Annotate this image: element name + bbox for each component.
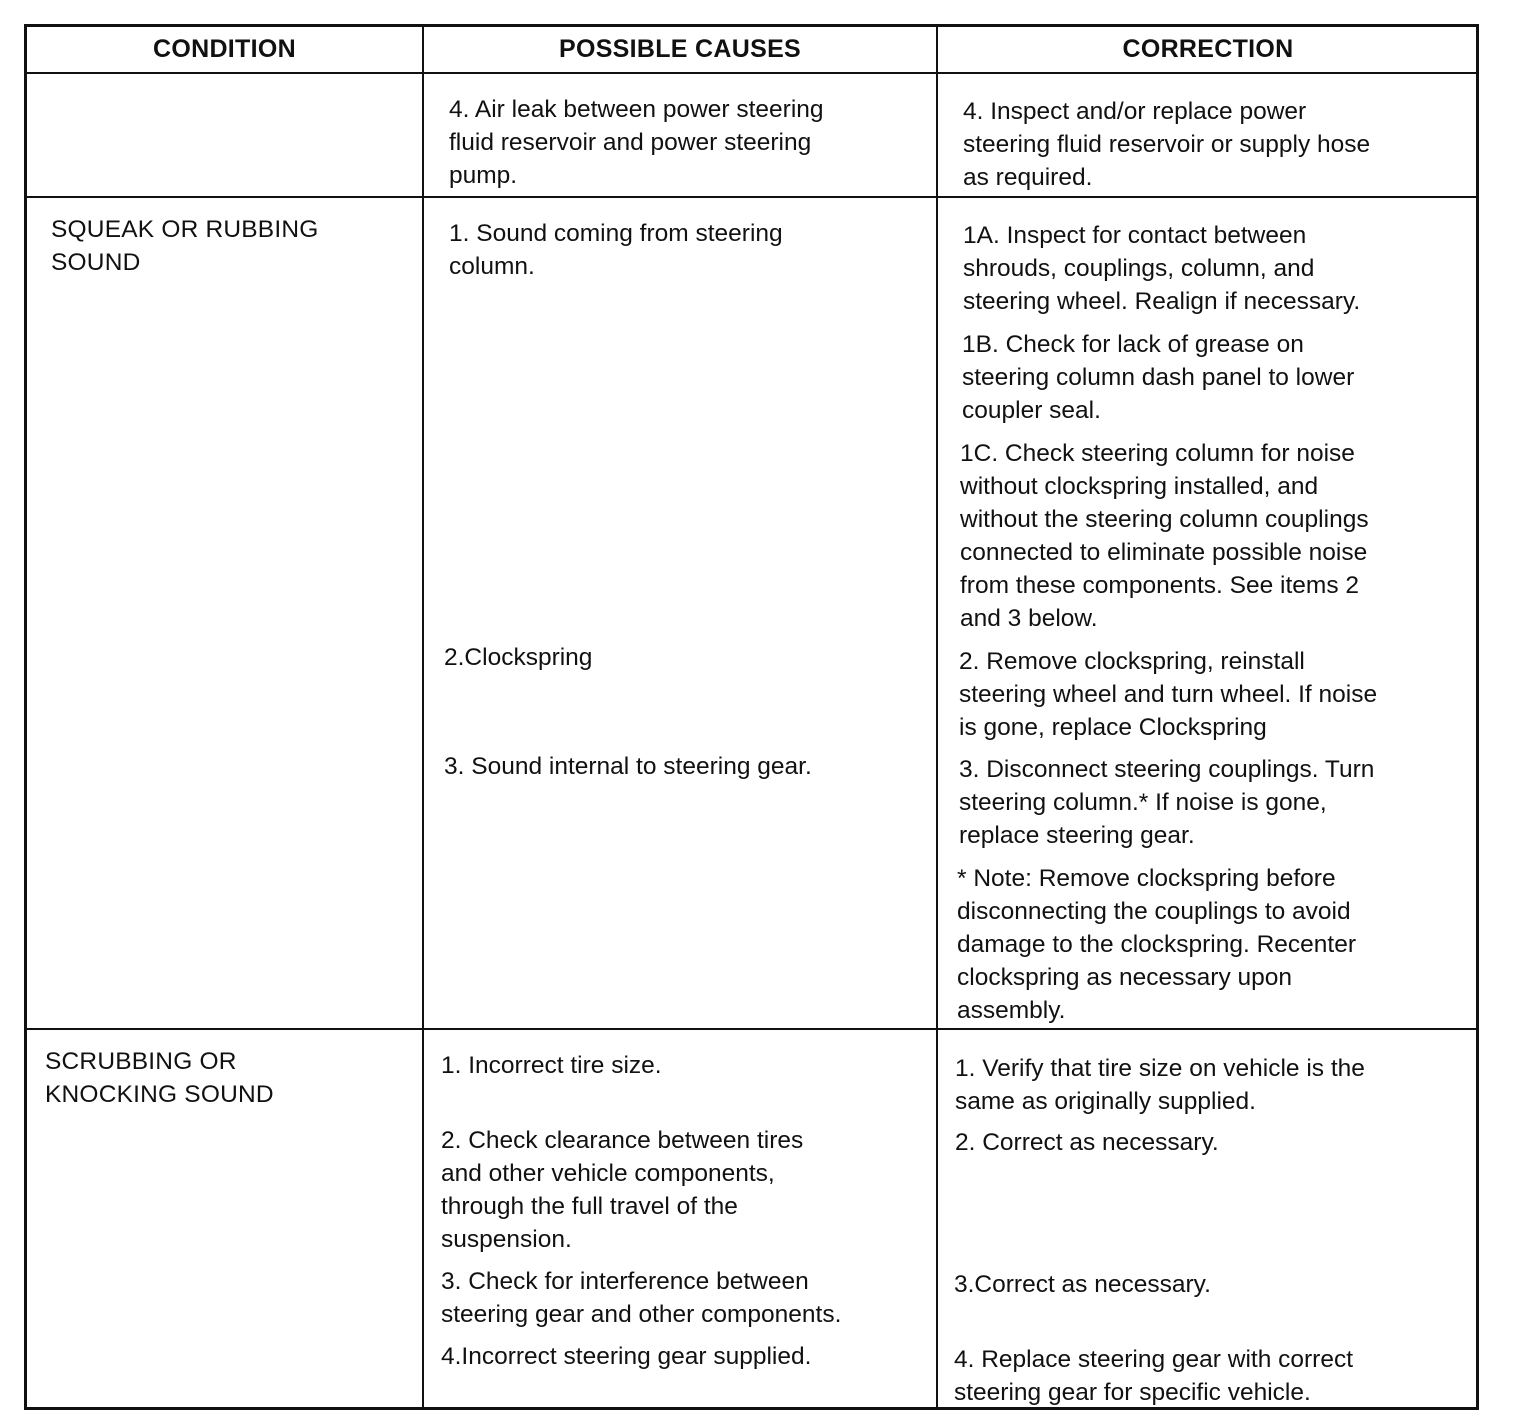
header-condition: CONDITION xyxy=(153,35,296,63)
condition-squeak: SQUEAK OR RUBBING SOUND xyxy=(51,216,319,276)
correction-squeak-1b: 1B. Check for lack of grease on steering column dash panel to lower coupler seal. xyxy=(962,331,1355,424)
correction-scrubbing-3: 3.Correct as necessary. xyxy=(954,1271,1211,1298)
correction-squeak-2: 2. Remove clockspring, reinstall steering wheel and turn wheel. If noise is gone, replace Clockspring xyxy=(959,648,1378,741)
cause-scrubbing-4: 4.Incorrect steering gear supplied. xyxy=(441,1343,812,1370)
condition-scrubbing: SCRUBBING OR KNOCKING SOUND xyxy=(45,1048,274,1108)
header-correction: CORRECTION xyxy=(1122,35,1294,63)
cause-squeak-2: 2.Clockspring xyxy=(444,644,593,671)
correction-scrubbing-2: 2. Correct as necessary. xyxy=(955,1129,1219,1156)
correction-row1-4: 4. Inspect and/or replace power steering fluid reservoir or supply hose as required. xyxy=(963,98,1371,191)
column-divider-1 xyxy=(422,27,424,1407)
column-divider-2 xyxy=(936,27,938,1407)
header-possible-causes: POSSIBLE CAUSES xyxy=(558,35,802,63)
cause-scrubbing-1: 1. Incorrect tire size. xyxy=(441,1052,662,1079)
correction-squeak-1a: 1A. Inspect for contact between shrouds, couplings, column, and steering wheel. Realign if necessary. xyxy=(963,222,1361,315)
cause-squeak-1: 1. Sound coming from steering column. xyxy=(449,220,783,280)
cause-scrubbing-2: 2. Check clearance between tires and other vehicle components, through the full travel of the suspension. xyxy=(441,1127,804,1253)
correction-squeak-note: * Note: Remove clockspring before disconnecting the couplings to avoid damage to the clockspring. Recenter clockspring as necessary upon assembly. xyxy=(957,865,1357,1024)
header-divider xyxy=(27,72,1476,74)
cause-squeak-3: 3. Sound internal to steering gear. xyxy=(444,753,812,780)
correction-scrubbing-1: 1. Verify that tire size on vehicle is the same as originally supplied. xyxy=(955,1055,1365,1115)
correction-scrubbing-4: 4. Replace steering gear with correct steering gear for specific vehicle. xyxy=(954,1346,1353,1406)
cause-row1-4: 4. Air leak between power steering fluid reservoir and power steering pump. xyxy=(449,96,824,189)
cause-scrubbing-3: 3. Check for interference between steering gear and other components. xyxy=(441,1268,842,1328)
correction-squeak-1c: 1C. Check steering column for noise without clockspring installed, and without the steering column couplings connected to eliminate possible noise from these components. See items 2 and 3 below. xyxy=(960,440,1369,632)
correction-squeak-3: 3. Disconnect steering couplings. Turn steering column.* If noise is gone, replace steering gear. xyxy=(959,756,1375,849)
row-divider-1 xyxy=(27,196,1476,198)
row-divider-2 xyxy=(27,1028,1476,1030)
troubleshooting-table xyxy=(24,24,1479,1410)
